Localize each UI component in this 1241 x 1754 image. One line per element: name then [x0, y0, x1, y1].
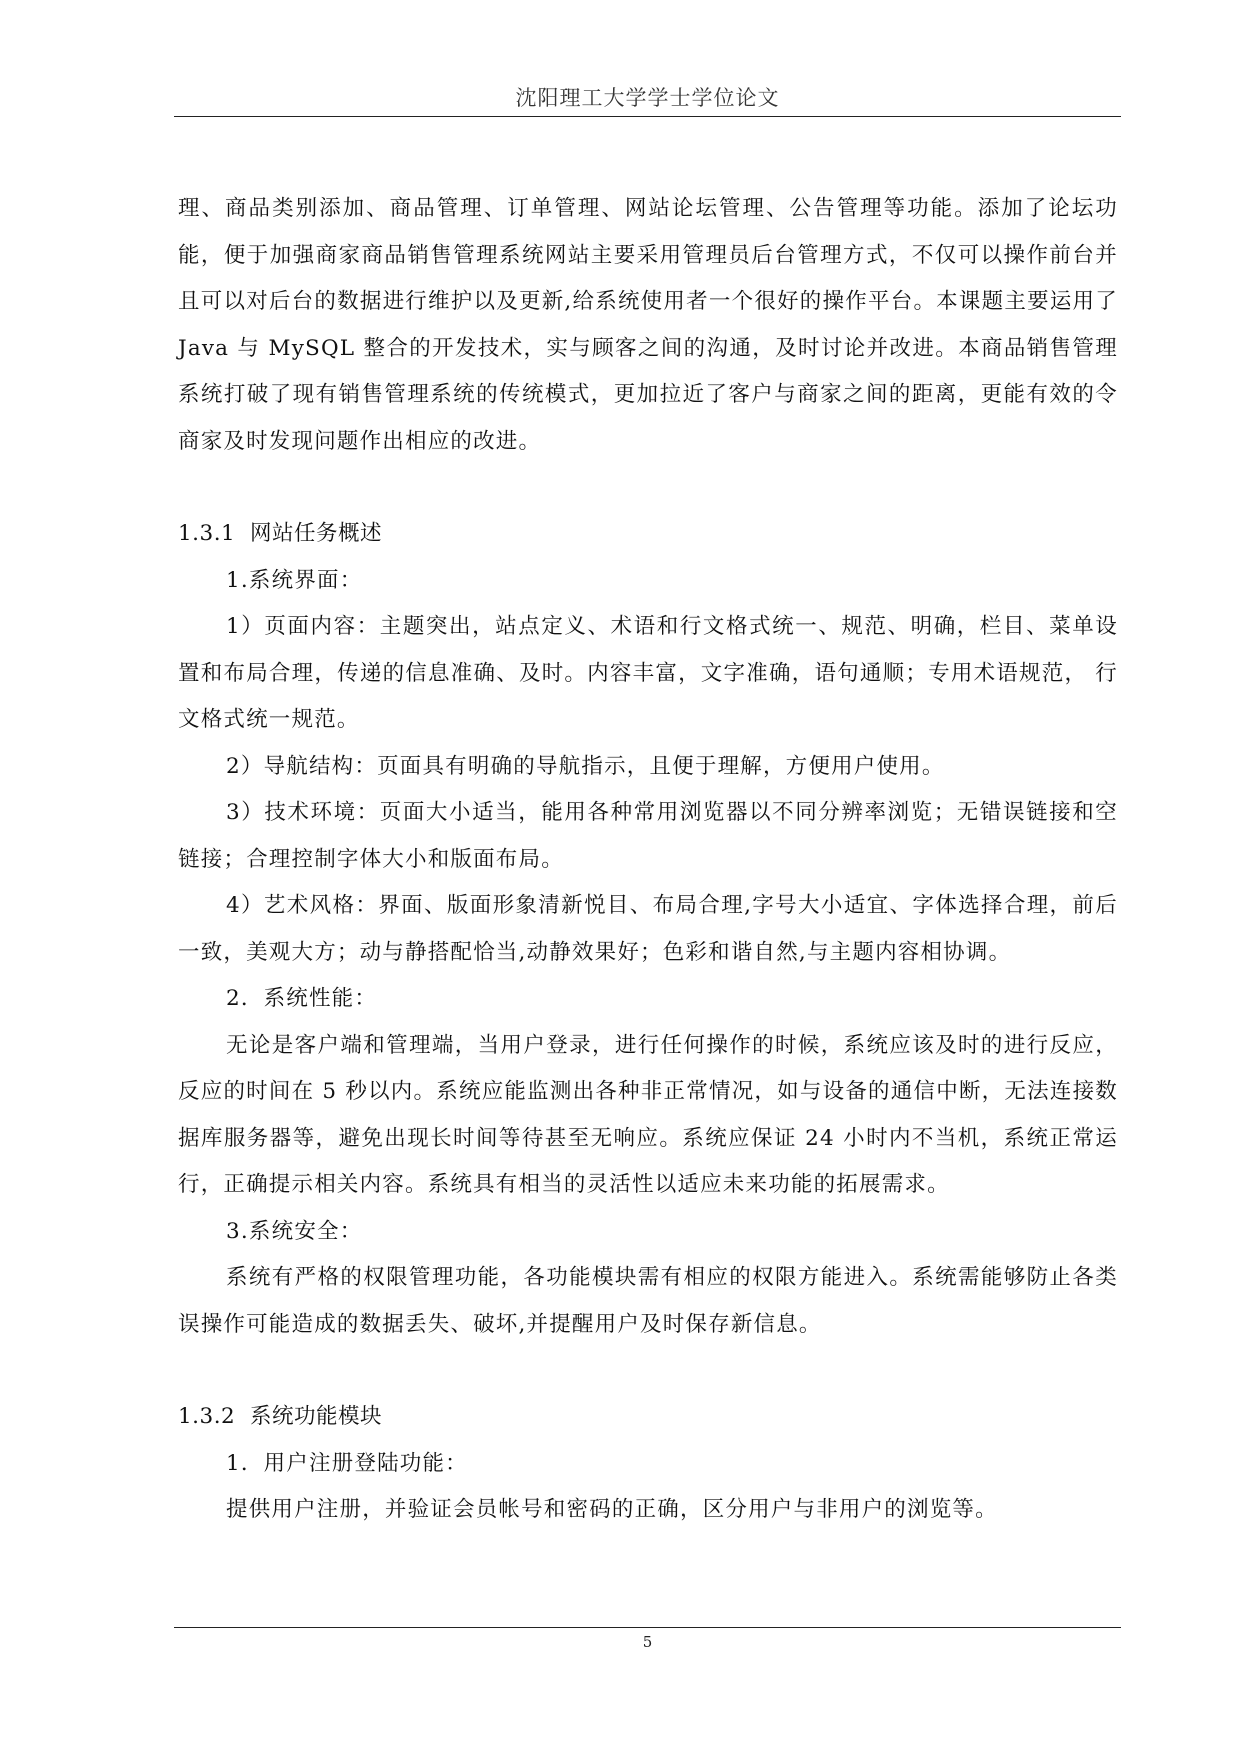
header-rule	[174, 116, 1121, 117]
spacer	[178, 465, 1118, 511]
item-heading-interface: 1.系统界面：	[226, 567, 363, 593]
item-navigation: 2）导航结构：页面具有明确的导航指示，且便于理解，方便用户使用。	[226, 753, 945, 779]
item-page-content: 1）页面内容：主题突出，站点定义、术语和行文格式统一、规范、明确，栏目、菜单设置和布局合理，传递的信息准确、及时。内容丰富，文字准确，语句通顺；专用术语规范， 行文格式统一规范。	[178, 614, 1118, 732]
page-body	[178, 186, 1118, 1534]
item-tech-environment: 3）技术环境：页面大小适当，能用各种常用浏览器以不同分辨率浏览；无错误链接和空链接；合理控制字体大小和版面布局。	[178, 800, 1118, 872]
item-heading-performance: 2．系统性能：	[226, 986, 378, 1011]
page-number: 5	[642, 1633, 653, 1651]
section-title: 网站任务概述	[250, 521, 383, 546]
item-heading-registration: 1．用户注册登陆功能：	[226, 1450, 468, 1476]
section-heading-1-3-1	[178, 511, 1118, 558]
intro-paragraph: 理、商品类别添加、商品管理、订单管理、网站论坛管理、公告管理等功能。添加了论坛功能，便于加强商家商品销售管理系统网站主要采用管理员后台管理方式，不仅可以操作前台并且可以对后台的数据进行维护以及更新,给系统使用者一个很好的操作平台。本课题主要运用了 Java 与 MySQL 整合的开发技术，实与顾客之间的沟通，及时讨论并改进。本商品销售管理系统打破了现有销售管理系统的传统模式，更加拉近了客户与商家之间的距离，更能有效的令商家及时发现问题作出相应的改进。	[178, 196, 1118, 454]
registration-paragraph: 提供用户注册，并验证会员帐号和密码的正确，区分用户与非用户的浏览等。	[226, 1497, 998, 1522]
footer-rule	[174, 1627, 1121, 1628]
section-number: 1.3.2	[178, 1404, 236, 1429]
security-paragraph: 系统有严格的权限管理功能，各功能模块需有相应的权限方能进入。系统需能够防止各类误操作可能造成的数据丢失、破坏,并提醒用户及时保存新信息。	[178, 1265, 1118, 1337]
section-heading-1-3-2	[178, 1394, 1118, 1441]
performance-paragraph: 无论是客户端和管理端，当用户登录，进行任何操作的时候，系统应该及时的进行反应，反应的时间在 5 秒以内。系统应能监测出各种非正常情况，如与设备的通信中断，无法连接数据库服务器等，避免出现长时间等待甚至无响应。系统应保证 24 小时内不当机，系统正常运行，正确提示相关内容。系统具有相当的灵活性以适应未来功能的拓展需求。	[178, 1032, 1118, 1197]
section-number: 1.3.1	[178, 521, 236, 546]
item-heading-security: 3.系统安全：	[226, 1218, 363, 1244]
section-title: 系统功能模块	[250, 1404, 383, 1429]
spacer	[178, 1348, 1118, 1394]
page-header: 沈阳理工大学学士学位论文	[515, 86, 780, 110]
item-art-style: 4）艺术风格：界面、版面形象清新悦目、布局合理,字号大小适宜、字体选择合理，前后一致，美观大方；动与静搭配恰当,动静效果好；色彩和谐自然,与主题内容相协调。	[178, 893, 1118, 965]
